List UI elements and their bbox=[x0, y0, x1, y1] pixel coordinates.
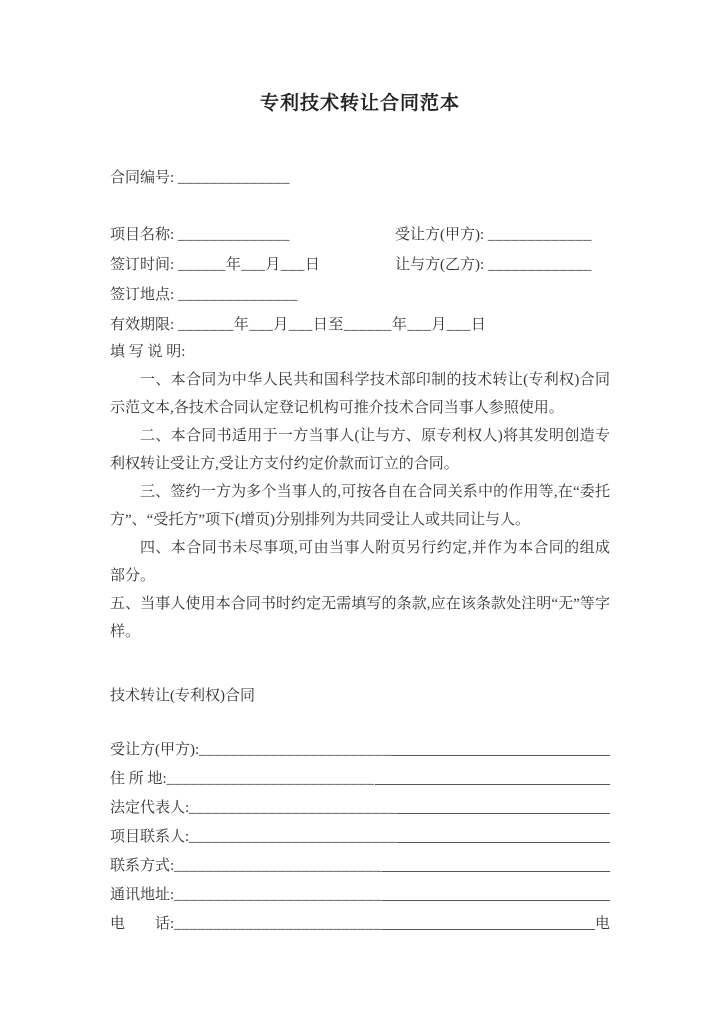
notes-item-1: 一、本合同为中华人民共和国科学技术部印制的技术转让(专利权)合同示范文本,各技术合同认定登记机构可推介技术合同当事人参照使用。 bbox=[110, 372, 610, 416]
field-fill-line bbox=[375, 784, 610, 785]
sign-place-field bbox=[110, 283, 395, 304]
field-blank: ________________________ bbox=[199, 742, 392, 758]
field-fill-line bbox=[382, 871, 610, 872]
meta-grid bbox=[110, 218, 610, 338]
project-name-label: 项目名称: bbox=[110, 226, 175, 243]
contract-number-blank: ______________ bbox=[177, 170, 290, 186]
field-row-residence bbox=[110, 765, 610, 794]
assignor-field bbox=[395, 253, 610, 274]
field-fill-line bbox=[382, 900, 610, 901]
field-row-legal-representative bbox=[110, 794, 610, 823]
field-row-telephone bbox=[110, 910, 610, 939]
field-label: 联系方式: bbox=[110, 858, 175, 874]
notes-item-3: 三、签约一方为多个当事人的,可按各自在合同关系中的作用等,在“委托方”、“受托方”项下(增页)分别排列为共同受让人或共同让与人。 bbox=[110, 484, 610, 528]
sign-place-blank: _______________ bbox=[177, 286, 298, 303]
field-fill-line bbox=[391, 755, 610, 756]
sign-time-label: 签订时间: bbox=[110, 256, 175, 273]
field-blank: __________________________ bbox=[174, 887, 383, 903]
field-blank: __________________________ bbox=[174, 916, 383, 932]
field-label: 通讯地址: bbox=[110, 887, 175, 903]
field-row-project-contact bbox=[110, 823, 610, 852]
notes-heading: 填 写 说 明: bbox=[110, 344, 186, 360]
meta-row-4 bbox=[110, 308, 610, 338]
project-name-field bbox=[110, 223, 395, 244]
assignor-blank: _____________ bbox=[487, 256, 592, 273]
field-label: 受让方(甲方): bbox=[110, 742, 200, 758]
project-name-blank: ______________ bbox=[177, 226, 290, 243]
assignor-label: 让与方(乙方): bbox=[395, 256, 485, 273]
field-fill-line bbox=[397, 842, 610, 843]
valid-period-label: 有效期限: bbox=[110, 316, 175, 333]
valid-period-field bbox=[110, 313, 486, 334]
contract-number-row bbox=[110, 168, 610, 188]
field-row-assignee bbox=[110, 736, 610, 765]
contract-number-label: 合同编号: bbox=[110, 170, 175, 186]
field-blank: __________________________ bbox=[189, 800, 398, 816]
meta-row-3 bbox=[110, 278, 610, 308]
notes-item-5: 五、当事人使用本合同书时约定无需填写的条款,应在该条款处注明“无”等字样。 bbox=[110, 596, 610, 640]
section-heading: 技术转让(专利权)合同 bbox=[110, 688, 255, 704]
field-label: 法定代表人: bbox=[110, 800, 190, 816]
field-blank: __________________________ bbox=[174, 858, 383, 874]
sign-time-blank: ______年___月___日 bbox=[177, 256, 321, 273]
valid-period-blank: _______年___月___日至______年___月___日 bbox=[177, 316, 487, 333]
sign-time-field bbox=[110, 253, 395, 274]
field-label: 住 所 地: bbox=[110, 771, 167, 787]
party-fields bbox=[110, 736, 610, 939]
meta-row-1 bbox=[110, 218, 610, 248]
assignee-blank: _____________ bbox=[487, 226, 592, 243]
field-row-contact-method bbox=[110, 852, 610, 881]
field-blank: __________________________ bbox=[166, 771, 375, 787]
assignee-field bbox=[395, 223, 610, 244]
field-label: 项目联系人: bbox=[110, 829, 190, 845]
meta-row-2 bbox=[110, 248, 610, 278]
notes-item-2: 二、本合同书适用于一方当事人(让与方、原专利权人)将其发明创造专利权转让受让方,受让方支付约定价款而订立的合同。 bbox=[110, 428, 610, 472]
document-title: 专利技术转让合同范本 bbox=[259, 93, 460, 114]
field-fill-line bbox=[397, 813, 610, 814]
notes-item-4: 四、本合同书未尽事项,可由当事人附页另行约定,并作为本合同的组成部分。 bbox=[110, 540, 610, 584]
field-blank: __________________________ bbox=[189, 829, 398, 845]
field-label: 电 话: bbox=[110, 916, 175, 932]
sign-place-label: 签订地点: bbox=[110, 286, 175, 303]
field-suffix: 电 bbox=[594, 916, 610, 932]
assignee-label: 受让方(甲方): bbox=[395, 226, 485, 243]
field-row-mailing-address bbox=[110, 881, 610, 910]
field-fill-line bbox=[382, 929, 595, 930]
